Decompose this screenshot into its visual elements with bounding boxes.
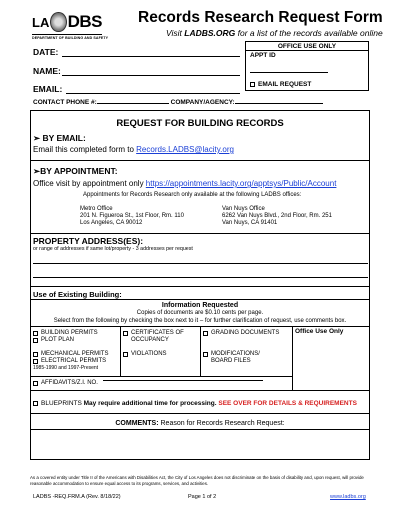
- city-seal-icon: [50, 12, 66, 32]
- van-nuys-office: [222, 206, 332, 227]
- email-field[interactable]: [66, 93, 240, 94]
- van-nuys-office-address: 6262 Van Nuys Blvd., 2nd Floor, Rm. 251: [222, 213, 332, 219]
- blueprints-option[interactable]: [33, 400, 357, 407]
- ada-disclaimer: As a covered entity under Title II of the Americans with Disabilities Act, the City of Los Angeles does not discriminate on the basis of disability and, upon request, will provide reasonable accommodation to ensure equal access to its programs, services, and activities.: [30, 475, 364, 486]
- blueprints-text: BLUEPRINTS May require additional time for processing. SEE OVER FOR DETAILS & REQUIREMENTS: [41, 400, 357, 407]
- metro-office: [80, 206, 184, 227]
- modifications-option[interactable]: [203, 351, 279, 365]
- email-request-row: [250, 81, 311, 88]
- permits-years-note: 1985-1990 and 1997-Present: [33, 365, 99, 371]
- affidavits-option[interactable]: [33, 380, 263, 387]
- logo-dbs-text: DBS: [67, 12, 102, 31]
- form-subtitle: [166, 28, 383, 38]
- phone-label: CONTACT PHONE #:: [33, 99, 97, 106]
- metro-office-address: 201 N. Figueroa St., 1st Floor, Rm. 110: [80, 213, 184, 219]
- grading-documents-label: GRADING DOCUMENTS: [211, 330, 280, 336]
- company-label: COMPANY/AGENCY:: [170, 99, 235, 106]
- certificates-option[interactable]: [123, 330, 184, 344]
- name-field[interactable]: [62, 75, 240, 76]
- blueprints-warning: May require additional time for processing: [81, 400, 215, 407]
- office-use-header: OFFICE USE ONLY: [246, 42, 368, 51]
- affidavits-label: AFFIDAVITS/Z.I. NO.: [41, 380, 98, 386]
- by-email-arrow-icon: ➢: [33, 133, 43, 143]
- divider: [30, 160, 370, 161]
- divider: [30, 429, 370, 430]
- request-section-title: REQUEST FOR BUILDING RECORDS: [116, 118, 284, 129]
- appt-id-field[interactable]: [250, 72, 328, 73]
- electrical-permits-option[interactable]: [33, 358, 108, 365]
- date-field[interactable]: [62, 56, 240, 57]
- certificates-checkbox[interactable]: [123, 331, 128, 336]
- page-number: Page 1 of 2: [188, 494, 217, 500]
- property-address-line-1[interactable]: [33, 263, 368, 264]
- metro-office-name: Metro Office: [80, 206, 113, 212]
- building-permits-checkbox[interactable]: [33, 331, 38, 336]
- by-appointment-instructions: Office visit by appointment only: [33, 179, 146, 188]
- records-column-1: [33, 330, 108, 372]
- property-address-note: or range of addresses if same lot/property - 3 addresses per request: [33, 246, 193, 252]
- mechanical-permits-label: MECHANICAL PERMITS: [41, 351, 109, 357]
- property-address-line-2[interactable]: [33, 277, 368, 278]
- modifications-label-line1: MODIFICATIONS/: [211, 351, 260, 357]
- by-appointment-label: [33, 166, 118, 177]
- by-appointment-arrow-icon: ➢: [33, 166, 41, 176]
- email-request-label: EMAIL REQUEST: [258, 81, 312, 88]
- form-revision: LADBS -REQ.FRM.A (Rev. 8/18/22): [33, 494, 121, 500]
- records-column-2: [123, 330, 184, 358]
- office-use-box: [245, 41, 369, 91]
- request-frame: [30, 110, 370, 460]
- certificates-label: [131, 330, 184, 344]
- subtitle-post: for a list of the records available online: [235, 28, 383, 38]
- electrical-permits-checkbox[interactable]: [33, 359, 38, 364]
- divider: [30, 286, 370, 287]
- building-permits-option[interactable]: [33, 330, 108, 337]
- violations-checkbox[interactable]: [123, 352, 128, 357]
- by-email-label: [33, 133, 86, 144]
- metro-office-city: Los Angeles, CA 90012: [80, 220, 143, 226]
- by-appointment-line: [33, 179, 336, 188]
- logo-subtitle: DEPARTMENT OF BUILDING AND SAFETY: [32, 36, 109, 40]
- violations-label: VIOLATIONS: [131, 351, 167, 357]
- appt-id-label: APPT ID: [250, 52, 276, 59]
- plot-plan-option[interactable]: [33, 337, 108, 344]
- divider: [30, 233, 370, 234]
- divider: [30, 376, 292, 377]
- records-email-link[interactable]: Records.LADBS@lacity.org: [136, 145, 234, 154]
- by-email-instructions: Email this completed form to: [33, 145, 137, 154]
- email-request-checkbox[interactable]: [250, 82, 255, 87]
- blueprints-see-over: SEE OVER FOR DETAILS & REQUIREMENTS: [216, 400, 357, 407]
- company-field[interactable]: [235, 103, 323, 104]
- subtitle-link: LADBS.ORG: [184, 28, 236, 38]
- comments-header: [30, 420, 370, 427]
- divider: [30, 299, 370, 300]
- divider: [120, 326, 121, 376]
- appointments-link[interactable]: https://appointments.lacity.org/apptsys/Public/Account: [145, 179, 337, 188]
- comments-prompt: Reason for Records Research Request:: [158, 420, 285, 427]
- divider: [200, 326, 201, 376]
- selection-instructions: Select from the following by checking the box next to it – for further clarification of request, use comments box.: [53, 318, 347, 324]
- affidavits-checkbox[interactable]: [33, 381, 38, 386]
- appointment-note: Appointments for Records Research only available at the following LADBS offices:: [83, 192, 302, 198]
- certificates-label-line2: OCCUPANCY: [131, 337, 169, 343]
- blueprints-label: BLUEPRINTS: [41, 400, 82, 407]
- office-use-only-label: Office Use Only: [295, 328, 344, 335]
- by-appointment-text: BY APPOINTMENT:: [40, 166, 118, 176]
- electrical-permits-label: ELECTRICAL PERMITS: [41, 358, 107, 364]
- comments-label: COMMENTS:: [115, 420, 159, 427]
- date-label: DATE:: [33, 47, 59, 57]
- van-nuys-office-name: Van Nuys Office: [222, 206, 265, 212]
- records-column-3: [203, 330, 279, 365]
- blueprints-checkbox[interactable]: [33, 401, 38, 406]
- phone-company-row: [33, 99, 323, 106]
- divider: [30, 413, 370, 414]
- grading-documents-option[interactable]: [203, 330, 279, 337]
- logo-la-text: LA: [32, 14, 50, 30]
- email-label: EMAIL:: [33, 84, 63, 94]
- violations-option[interactable]: [123, 351, 184, 358]
- modifications-checkbox[interactable]: [203, 352, 208, 357]
- plot-plan-checkbox[interactable]: [33, 338, 38, 343]
- mechanical-permits-option[interactable]: [33, 351, 108, 358]
- name-label: NAME:: [33, 66, 61, 76]
- ladbs-logo: [32, 10, 109, 44]
- subtitle-pre: Visit: [166, 28, 185, 38]
- by-email-text: BY EMAIL:: [42, 133, 86, 143]
- plot-plan-label: PLOT PLAN: [41, 337, 74, 343]
- comments-textarea[interactable]: [33, 432, 367, 458]
- divider: [292, 326, 293, 390]
- form-title: Records Research Request Form: [138, 9, 383, 26]
- mechanical-permits-checkbox[interactable]: [33, 352, 38, 357]
- ladbs-website-link[interactable]: www.ladbs.org: [330, 494, 366, 500]
- affidavits-field[interactable]: [103, 380, 263, 381]
- property-address-label: PROPERTY ADDRESS(ES):: [33, 236, 144, 246]
- divider: [30, 390, 370, 391]
- by-email-line: [33, 145, 234, 154]
- information-requested-title: Information Requested: [161, 302, 239, 309]
- van-nuys-office-city: Van Nuys, CA 91401: [222, 220, 278, 226]
- building-permits-label: BUILDING PERMITS: [41, 330, 98, 336]
- copies-price-note: Copies of documents are $0.10 cents per page.: [136, 310, 264, 316]
- certificates-label-line1: CERTIFICATES OF: [131, 330, 184, 336]
- modifications-label-line2: BOARD FILES: [211, 358, 251, 364]
- phone-field[interactable]: [97, 103, 169, 104]
- modifications-label: [211, 351, 260, 365]
- grading-documents-checkbox[interactable]: [203, 331, 208, 336]
- use-of-building-label: Use of Existing Building:: [33, 290, 122, 299]
